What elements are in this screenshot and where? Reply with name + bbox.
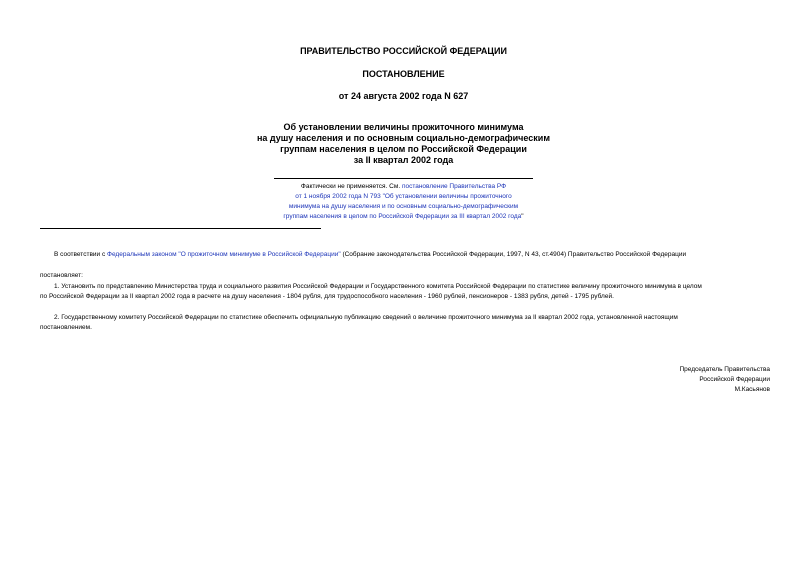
note-suffix: "	[521, 213, 524, 220]
title-line: Об установлении величины прожиточного минимума	[283, 122, 524, 132]
resolves-text: постановляет:	[40, 272, 83, 279]
note-link[interactable]: от 1 ноября 2002 года N 793 "Об установлении величины прожиточного	[295, 193, 512, 200]
date-number-heading: от 24 августа 2002 года N 627	[338, 91, 469, 101]
item-1-line: по Российской Федерации за II квартал 2002 года в расчете на душу населения - 1804 рубля, для трудоспособного населения - 1960 рублей, пенсионеров - 1383 рубля, детей - 1795 рублей.	[40, 293, 614, 300]
government-heading: ПРАВИТЕЛЬСТВО РОССИЙСКОЙ ФЕДЕРАЦИИ	[300, 46, 507, 56]
title-line: группам населения в целом по Российской Федерации	[280, 144, 527, 154]
document-title	[0, 122, 807, 166]
signature-position: Председатель Правительства	[679, 366, 770, 373]
note-link[interactable]: постановление Правительства РФ	[401, 183, 507, 190]
title-line: на душу населения и по основным социально-демографическим	[256, 133, 550, 143]
note-top-divider	[274, 178, 533, 179]
item-2-line: постановлением.	[40, 324, 92, 331]
note-link[interactable]: группам населения в целом по Российской Федерации за III квартал 2002 года	[283, 213, 522, 220]
title-line: за II квартал 2002 года	[353, 155, 454, 165]
note-link[interactable]: минимума на душу населения и по основным социально-демографическим	[288, 203, 519, 210]
federal-law-link[interactable]: Федеральным законом "О прожиточном минимуме в Российской Федерации"	[107, 251, 341, 258]
preamble-before: В соответствии с	[54, 251, 108, 258]
item-1-line: 1. Установить по представлению Министерства труда и социального развития Российской Федерации и Государственного комитета Российской Федерации по статистике величину прожиточного минимума в целом	[54, 283, 702, 290]
section-divider	[40, 228, 321, 229]
editorial-note	[230, 182, 577, 222]
preamble-paragraph	[54, 250, 686, 260]
signature-name: М.Касьянов	[734, 386, 770, 393]
item-2-line: 2. Государственному комитету Российской Федерации по статистике обеспечить официальную публикацию сведений о величине прожиточного минимума за II квартал 2002 года, установленной настоящим	[54, 314, 678, 321]
note-prefix: Фактически не применяется. См.	[300, 183, 402, 190]
signature-block	[679, 365, 770, 395]
preamble-after: (Собрание законодательства Российской Федерации, 1997, N 43, ст.4904) Правительство Российской Федерации	[340, 251, 687, 258]
signature-organization: Российской Федерации	[699, 376, 770, 383]
document-type-heading: ПОСТАНОВЛЕНИЕ	[362, 69, 445, 79]
